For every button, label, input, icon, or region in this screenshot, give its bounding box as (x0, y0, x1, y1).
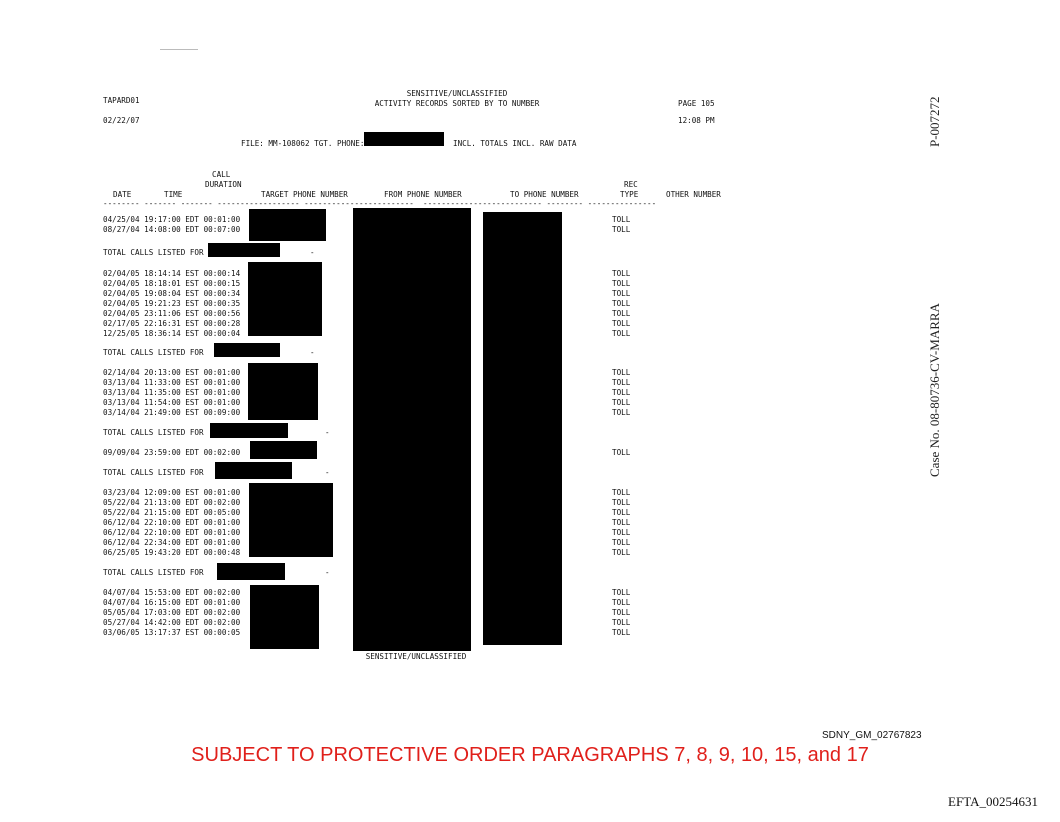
redaction-total (217, 563, 285, 580)
col-to: TO PHONE NUMBER (510, 190, 579, 199)
redaction-target (248, 363, 318, 420)
report-title: ACTIVITY RECORDS SORTED BY TO NUMBER (374, 99, 540, 108)
scan-mark (160, 49, 198, 50)
efta-number: EFTA_00254631 (948, 794, 1038, 809)
file-line (241, 139, 364, 149)
total-calls-label: TOTAL CALLS LISTED FOR (103, 468, 204, 477)
file-prefix: FILE: MM-108062 TGT. PHONE: (241, 139, 365, 148)
sdny-stamp: SDNY_GM_02767823 (822, 730, 922, 741)
total-dash: - (325, 568, 330, 577)
total-dash: - (310, 248, 315, 257)
file-suffix: INCL. TOTALS INCL. RAW DATA (453, 139, 577, 148)
redaction-target (249, 483, 333, 557)
page-number: PAGE 105 (678, 99, 715, 108)
redaction-target (250, 441, 317, 459)
total-dash: - (325, 468, 330, 477)
case-number: Case No. 08-80736-CV-MARRA (927, 303, 942, 477)
col-call: CALL (212, 170, 231, 179)
total-calls-label: TOTAL CALLS LISTED FOR (103, 248, 204, 257)
document-page: TAPARD01 02/22/07 SENSITIVE/UNCLASSIFIED ACTIVITY RECORDS SORTED BY TO NUMBER PAGE 105 12:08 PM FILE: MM-108062 TGT. PHONE: INCL. TOTALS INCL. RAW DATA CALL DURATION DATE TIME TARGET PHONE NUMBER FROM PHONE NUMBER TO PHONE NUMBER REC TYPE OTHER NUMBER -------- ------- ------- ------------------ ------------------------ -------------------------- -------- --------------- 04/25/04 19:17:00 EDT 00:01:00 TOLL 08/27/04 14:08:00 EDT 00:07:00 TOLL TOTAL CALLS LISTED FOR - 02/04/05 18:14:14 EST 00:00:14 TOLL 02/04/05 18:18:01 EST 00:00:15 TOLL 02/04/05 19:08:04 EST 00:00:34 TOLL 02/04/05 19:21:23 EST 00:00:35 TOLL 02/04/05 23:11:06 EST 00:00:56 TOLL 02/17/05 22:16:31 EST 00:00:28 TOLL 12/25/05 18:36:14 EST 00:00:04 TOLL TOTAL CALLS LISTED FOR - 02/14/04 20:13:00 EST 00:01:00 TOLL 03/13/04 11:33:00 EST 00:01:00 TOLL 03/13/04 11:35:00 EST 00:01:00 TOLL 03/13/04 11:54:00 EST 00:01:00 TOLL 03/14/04 21:49:00 EST 00:09:00 TOLL TOTAL CALLS LISTED FOR - 09/09/04 23:59:00 EDT 00:02:00 TOLL TOTAL CALLS LISTED FOR - 03/23/04 12:09:00 EST 00:01:00 TOLL 05/22/04 21:13:00 EDT 00:02:00 TOLL 05/22/04 21:15:00 EDT 00:05:00 TOLL 06/12/04 22:10:00 EDT 00:01:00 TOLL 06/12/04 22:10:00 EDT 00:01:00 TOLL 06/12/04 22:34:00 EDT 00:01:00 TOLL 06/25/05 19:43:20 EDT 00:00:48 TOLL TOTAL CALLS LISTED FOR - 04/07/04 15:53:00 EDT 00:02:00 TOLL 04/07/04 16:15:00 EDT 00:01:00 TOLL 05/05/04 17:03:00 EDT 00:02:00 TOLL 05/27/04 14:42:00 EDT 00:02:00 TOLL 03/06/05 13:17:37 EST 00:00:05 TOLL SENSITIVE/UNCLASSIFIED P-007272 Case No. 08-80736-CV-MARRA SDNY_GM_02767823 SUBJECT TO PROTECTIVE ORDER PARAGRAPHS 7, 8, 9, 10, 15, and 17 EFTA_00254631 (0, 0, 1060, 822)
total-dash: - (310, 348, 315, 357)
total-calls-label: TOTAL CALLS LISTED FOR (103, 428, 204, 437)
col-time: TIME (164, 190, 183, 199)
redaction-total (210, 423, 288, 438)
col-type: TYPE (620, 190, 639, 199)
redaction-target (248, 262, 322, 336)
total-dash: - (325, 428, 330, 437)
col-from: FROM PHONE NUMBER (384, 190, 462, 199)
col-target: TARGET PHONE NUMBER (261, 190, 348, 199)
col-date: DATE (113, 190, 132, 199)
protective-order-notice: SUBJECT TO PROTECTIVE ORDER PARAGRAPHS 7, 8, 9, 10, 15, and 17 (191, 744, 869, 766)
col-rec: REC (624, 180, 638, 189)
total-calls-label: TOTAL CALLS LISTED FOR (103, 568, 204, 577)
redaction-target (250, 585, 319, 649)
classification-top: SENSITIVE/UNCLASSIFIED (406, 89, 508, 98)
redaction-target (249, 209, 326, 241)
report-date: 02/22/07 (103, 116, 140, 125)
report-id: TAPARD01 (103, 96, 140, 105)
total-calls-label: TOTAL CALLS LISTED FOR (103, 348, 204, 357)
redaction-tgt-phone (364, 132, 444, 146)
col-other: OTHER NUMBER (666, 190, 721, 199)
redaction-total (215, 462, 292, 479)
redaction-from-column (353, 208, 471, 651)
redaction-total (214, 343, 280, 357)
redaction-to-column (483, 212, 562, 645)
classification-bottom: SENSITIVE/UNCLASSIFIED (365, 652, 467, 661)
report-time: 12:08 PM (678, 116, 715, 125)
bates-stamp: P-007272 (927, 96, 942, 147)
redaction-total (208, 243, 280, 257)
col-duration: DURATION (205, 180, 242, 189)
header-rule: -------- ------- ------- ------------------ ------------------------ -------------------------- -------- --------------- (103, 199, 657, 208)
